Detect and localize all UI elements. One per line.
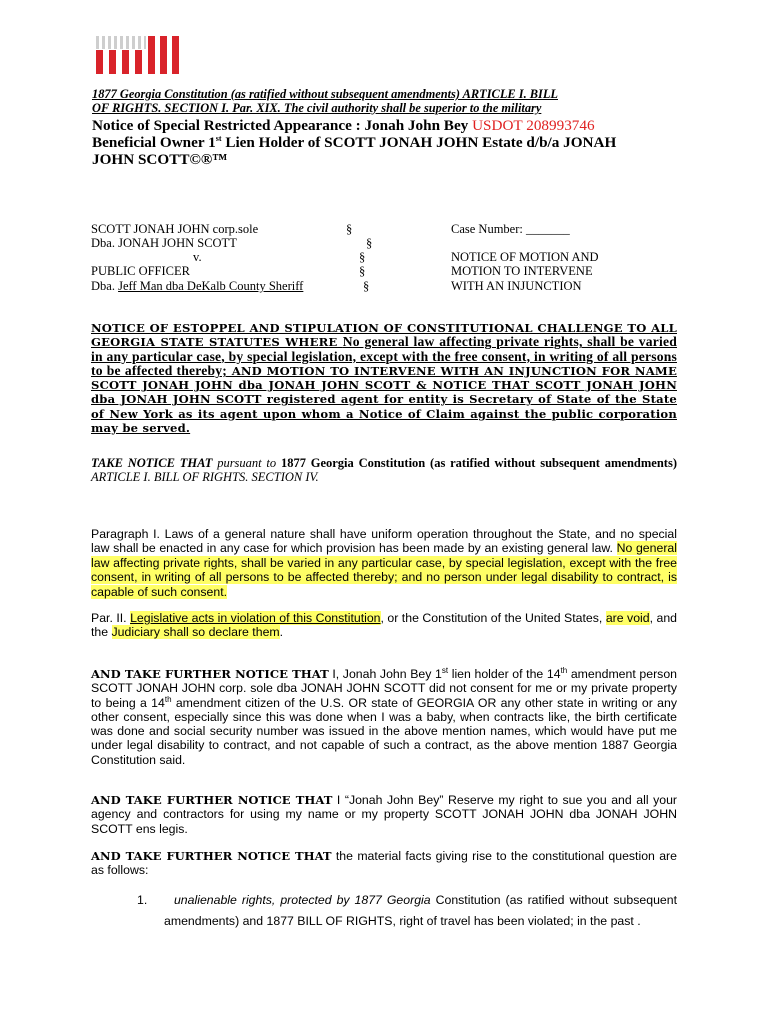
title-lien: Lien Holder of SCOTT JONAH JOHN Estate d/b/a JONAH bbox=[221, 134, 617, 151]
estoppel-part-c: AND MOTION TO INTERVENE WITH AN INJUNCTION FOR NAME SCOTT JONAH JOHN dba JONAH JOHN SCOTT & NOTICE THAT SCOTT JONAH JOHN dba JONAH JOHN SCOTT registered agent for entity is Secretary of State of the State of New York as its agent upon whom a Notice of Claim against the public corporation may be served. bbox=[91, 363, 677, 436]
header-line-1: 1877 Georgia Constitution (as ratified without subsequent amendments) ARTICLE I. BILL bbox=[92, 87, 558, 101]
section-mark: § bbox=[346, 222, 353, 236]
flag-logo bbox=[96, 36, 184, 74]
caption-party-2-dba bbox=[91, 279, 303, 293]
consent-text-d: amendment citizen of the U.S. OR state of GEORGIA OR any other state in writing or any other consent, especially since this was done when I was a baby, when contracts like, the birth certificate was done and social security number was issued in the above mention names, which would have put me under legal disability to contract, and not capable of such a contract, as the above mention 1887 Georgia Constitution said. bbox=[91, 695, 677, 767]
further-notice-facts bbox=[91, 849, 677, 878]
title-owner-sup: st bbox=[215, 133, 222, 143]
caption-versus: v. bbox=[193, 250, 202, 264]
list-item bbox=[137, 890, 677, 932]
consent-sup-1: st bbox=[441, 665, 449, 675]
usdot-number: USDOT 208993746 bbox=[472, 117, 595, 134]
caption-sheriff: Jeff Man dba DeKalb County Sheriff bbox=[118, 279, 304, 293]
caption-party-1: SCOTT JONAH JOHN corp.sole bbox=[91, 222, 259, 236]
paragraph-one-highlight: No general law affecting private rights, shall be varied in any particular case, by special legislation, except with the free consent, in writing of all persons to be affected thereby; and no person under legal disability to contract, is capable of such consent. bbox=[91, 541, 677, 599]
constitution-header bbox=[92, 87, 682, 115]
consent-text-a: I, Jonah John Bey 1 bbox=[328, 667, 442, 681]
paragraph-one bbox=[91, 527, 677, 599]
title-appearance: Notice of Special Restricted Appearance : Jonah John Bey bbox=[92, 117, 469, 134]
par-two-text-1: , or the Constitution of the United States, bbox=[380, 611, 606, 625]
section-mark: § bbox=[359, 250, 366, 264]
flag-stripe bbox=[96, 50, 103, 74]
motion-title-1: NOTICE OF MOTION AND bbox=[451, 250, 599, 264]
consent-text-b: lien holder of the 14 bbox=[448, 667, 561, 681]
title-estate-name: JOHN SCOTT©®™ bbox=[92, 151, 228, 168]
section-mark: § bbox=[366, 236, 373, 250]
section-mark: § bbox=[359, 264, 366, 278]
caption-party-1-dba: Dba. JONAH JOHN SCOTT bbox=[91, 236, 237, 250]
par-two-highlight-3: Judiciary shall so declare them bbox=[111, 625, 280, 640]
estoppel-notice bbox=[91, 321, 677, 435]
par-two-period: . bbox=[279, 625, 284, 640]
motion-title-3: WITH AN INJUNCTION bbox=[451, 279, 582, 293]
caption-party-2: PUBLIC OFFICER bbox=[91, 264, 190, 278]
take-notice-lead: TAKE NOTICE THAT bbox=[91, 456, 213, 470]
take-notice-paragraph bbox=[91, 456, 677, 485]
par-two-label: Par. II. bbox=[91, 611, 131, 625]
reserve-text: I “Jonah John Bey” Reserve my right to sue you and all your agency and contractors for using my name or my property SCOTT JONAH JOHN dba JONAH JOHN SCOTT ens legis. bbox=[91, 793, 677, 836]
further-notice-lead: AND TAKE FURTHER NOTICE THAT bbox=[91, 849, 332, 863]
section-mark: § bbox=[363, 279, 370, 293]
flag-stripe bbox=[122, 50, 129, 74]
par-two-highlight-1: Legislative acts in violation of this Constitution bbox=[130, 611, 381, 625]
list-number: 1. bbox=[137, 893, 148, 907]
facts-text: the material facts giving rise to the constitutional question are as follows: bbox=[91, 849, 677, 878]
header-line-2: OF RIGHTS. SECTION I. Par. XIX. The civil authority shall be superior to the military bbox=[92, 101, 542, 115]
flag-stripe bbox=[109, 50, 116, 74]
flag-stripe bbox=[148, 36, 155, 74]
flag-stripe bbox=[135, 50, 142, 74]
take-notice-constitution: 1877 Georgia Constitution (as ratified without subsequent amendments) bbox=[280, 456, 677, 470]
paragraph-two bbox=[91, 611, 677, 640]
further-notice-lead: AND TAKE FURTHER NOTICE THAT bbox=[91, 793, 333, 807]
consent-sup-3: th bbox=[164, 694, 172, 704]
caption-dba-label: Dba. bbox=[91, 279, 119, 293]
estoppel-part-a: NOTICE OF ESTOPPEL AND STIPULATION OF CONSTITUTIONAL CHALLENGE TO ALL GEORGIA STATE STATUTES WHERE bbox=[91, 321, 677, 350]
par-two-text-2: , and the bbox=[91, 611, 678, 640]
flag-canton bbox=[96, 36, 146, 49]
flag-stripe bbox=[160, 36, 167, 74]
take-notice-pursuant: pursuant to bbox=[212, 456, 281, 470]
paragraph-one-text: Paragraph I. Laws of a general nature shall have uniform operation throughout the State, and no special law shall be enacted in any case for which provision has been made by an existing general law. bbox=[91, 527, 677, 556]
flag-stripe bbox=[172, 36, 179, 74]
estoppel-part-b: No general law affecting private rights, shall be varied in any particular case, by special legislation, except with the free consent, in writing of all persons to be affected thereby; bbox=[91, 334, 678, 378]
document-title bbox=[92, 117, 692, 168]
take-notice-article: ARTICLE I. BILL OF RIGHTS. SECTION IV. bbox=[91, 470, 319, 485]
case-number: Case Number: _______ bbox=[451, 222, 570, 236]
list-body: Constitution (as ratified without subsequent amendments) and 1877 BILL OF RIGHTS, right of travel has been violated; in the past . bbox=[164, 893, 677, 928]
motion-title-2: MOTION TO INTERVENE bbox=[451, 264, 593, 278]
further-notice-reserve bbox=[91, 793, 677, 836]
list-italic: unalienable rights, protected by 1877 Georgia bbox=[173, 893, 431, 907]
consent-sup-2: th bbox=[560, 665, 568, 675]
consent-text-c: amendment person SCOTT JONAH JOHN corp. sole dba JONAH JOHN SCOTT did not consent for me or my private property to being a 14 bbox=[91, 667, 677, 710]
further-notice-lead: AND TAKE FURTHER NOTICE THAT bbox=[91, 667, 329, 681]
title-owner: Beneficial Owner 1 bbox=[92, 134, 216, 151]
list-text bbox=[164, 890, 677, 932]
par-two-highlight-2: are void bbox=[605, 611, 650, 625]
further-notice-consent bbox=[91, 667, 677, 767]
